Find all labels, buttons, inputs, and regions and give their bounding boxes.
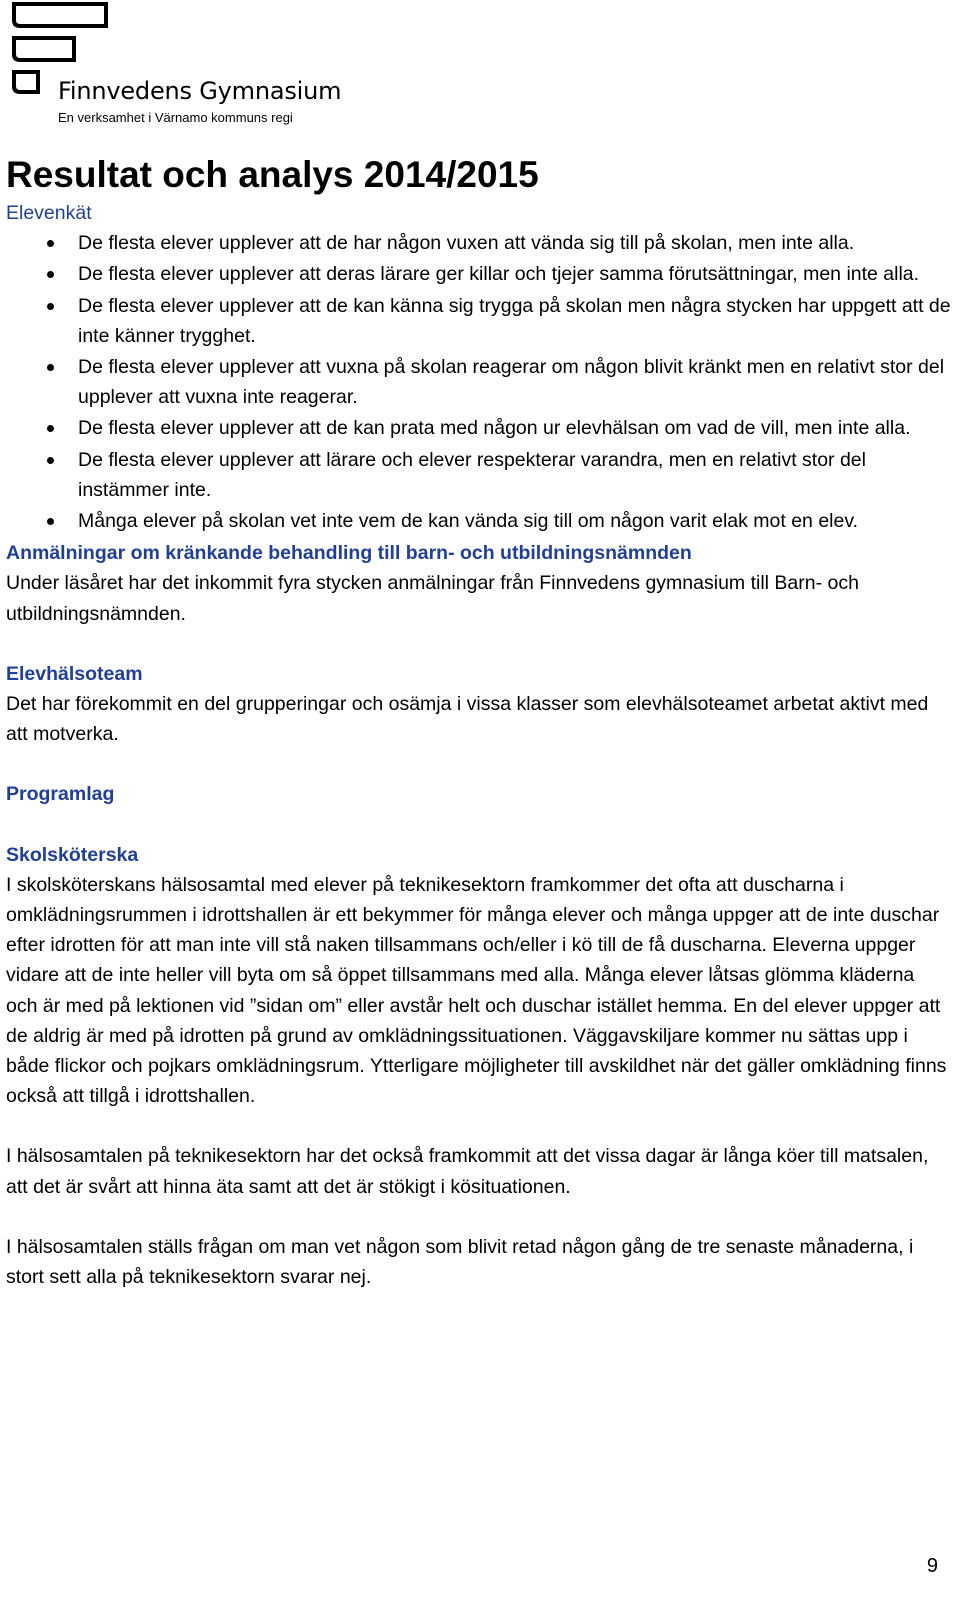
skolskoterska-paragraph-1: I skolsköterskans hälsosamtal med elever på teknikesektorn framkommer det ofta att duscharna i omklädningsrummen i idrottshallen är ett bekymmer för många elever och många uppger att de inte duschar efter idrotten för att man inte vill stå naken tillsammans och/eller i kö till de få duscharna. Eleverna uppger vidare att de inte heller vill byta om så öppet tillsammans med alla. Många elever låtsas glömma kläderna och är med på lektionen vid ”sidan om” eller avstår helt och duschar istället hemma. En del elever uppger att de aldrig är med på idrotten på grund av omklädningssituationen. Väggavskiljare kommer nu sättas upp i både flickor och pojkars omklädningsrum. Ytterligare möjligheter till avskildhet när det gäller omklädning finns också att tillgå i idrottshallen. <box>6 873 947 1108</box>
list-item-text: De flesta elever upplever att de kan prata med någon ur elevhälsan om vad de vill, men inte alla. <box>78 417 911 440</box>
list-item-text: Många elever på skolan vet inte vem de kan vända sig till om någon varit elak mot en elev. <box>78 510 859 533</box>
heading-elevhalsoteam: Elevhälsoteam <box>6 662 143 685</box>
list-item-text: De flesta elever upplever att vuxna på skolan reagerar om någon blivit kränkt men en relativt stor del upplever att vuxna inte reagerar. <box>78 356 945 409</box>
bullet-icon <box>47 271 54 278</box>
skolskoterska-paragraph-3: I hälsosamtalen ställs frågan om man vet någon som blivit retad någon gång de tre senaste månaderna, i stort sett alla på teknikesektorn svarar nej. <box>6 1235 914 1289</box>
list-item <box>6 506 951 536</box>
heading-skolskoterska: Skolsköterska <box>6 843 139 866</box>
spacer <box>6 749 951 779</box>
spacer <box>6 1202 951 1232</box>
school-logo <box>6 2 346 127</box>
list-item-text: De flesta elever upplever att de kan känna sig trygga på skolan men några stycken har uppgett att de inte känner trygghet. <box>78 294 951 347</box>
list-item-text: De flesta elever upplever att lärare och elever respekterar varandra, men en relativt stor del instämmer inte. <box>78 448 866 501</box>
list-item <box>6 291 951 351</box>
spacer <box>6 810 951 840</box>
elevhalsoteam-text: Det har förekommit en del grupperingar och osämja i vissa klasser som elevhälsoteamet arbetat aktivt med att motverka. <box>6 693 929 746</box>
list-item <box>6 413 951 443</box>
list-item-text: De flesta elever upplever att de har någon vuxen att vända sig till på skolan, men inte alla. <box>78 232 855 255</box>
skolskoterska-paragraph-2: I hälsosamtalen på teknikesektorn har det också framkommit att det vissa dagar är långa köer till matsalen, att det är svårt att hinna äta samt att det är stökigt i kösituationen. <box>6 1145 929 1198</box>
page-number: 9 <box>926 1555 938 1577</box>
list-item <box>6 259 951 289</box>
heading-programlag: Programlag <box>6 783 115 806</box>
bullet-icon <box>47 364 54 371</box>
list-item-text: De flesta elever upplever att deras lärare ger killar och tjejer samma förutsättningar, men inte alla. <box>78 263 920 286</box>
elevenkat-list <box>6 228 951 536</box>
spacer <box>6 629 951 659</box>
anmalningar-text: Under läsåret har det inkommit fyra stycken anmälningar från Finnvedens gymnasium till Barn- och utbildningsnämnden. <box>6 572 859 625</box>
list-item <box>6 228 951 258</box>
spacer <box>6 1111 951 1141</box>
bullet-icon <box>47 457 54 464</box>
document-body <box>6 152 951 1292</box>
bullet-icon <box>47 303 54 310</box>
page-title: Resultat och analys 2014/2015 <box>6 154 539 195</box>
list-item <box>6 352 951 412</box>
bullet-icon <box>47 425 54 432</box>
logo-name: Finnvedens Gymnasium <box>58 77 342 105</box>
bullet-icon <box>47 240 54 247</box>
list-item <box>6 445 951 505</box>
logo-subtitle: En verksamhet i Värnamo kommuns regi <box>58 110 293 125</box>
heading-anmalningar: Anmälningar om kränkande behandling till barn- och utbildningsnämnden <box>6 542 692 565</box>
heading-elevenkat: Elevenkät <box>6 202 92 224</box>
bullet-icon <box>47 518 54 525</box>
